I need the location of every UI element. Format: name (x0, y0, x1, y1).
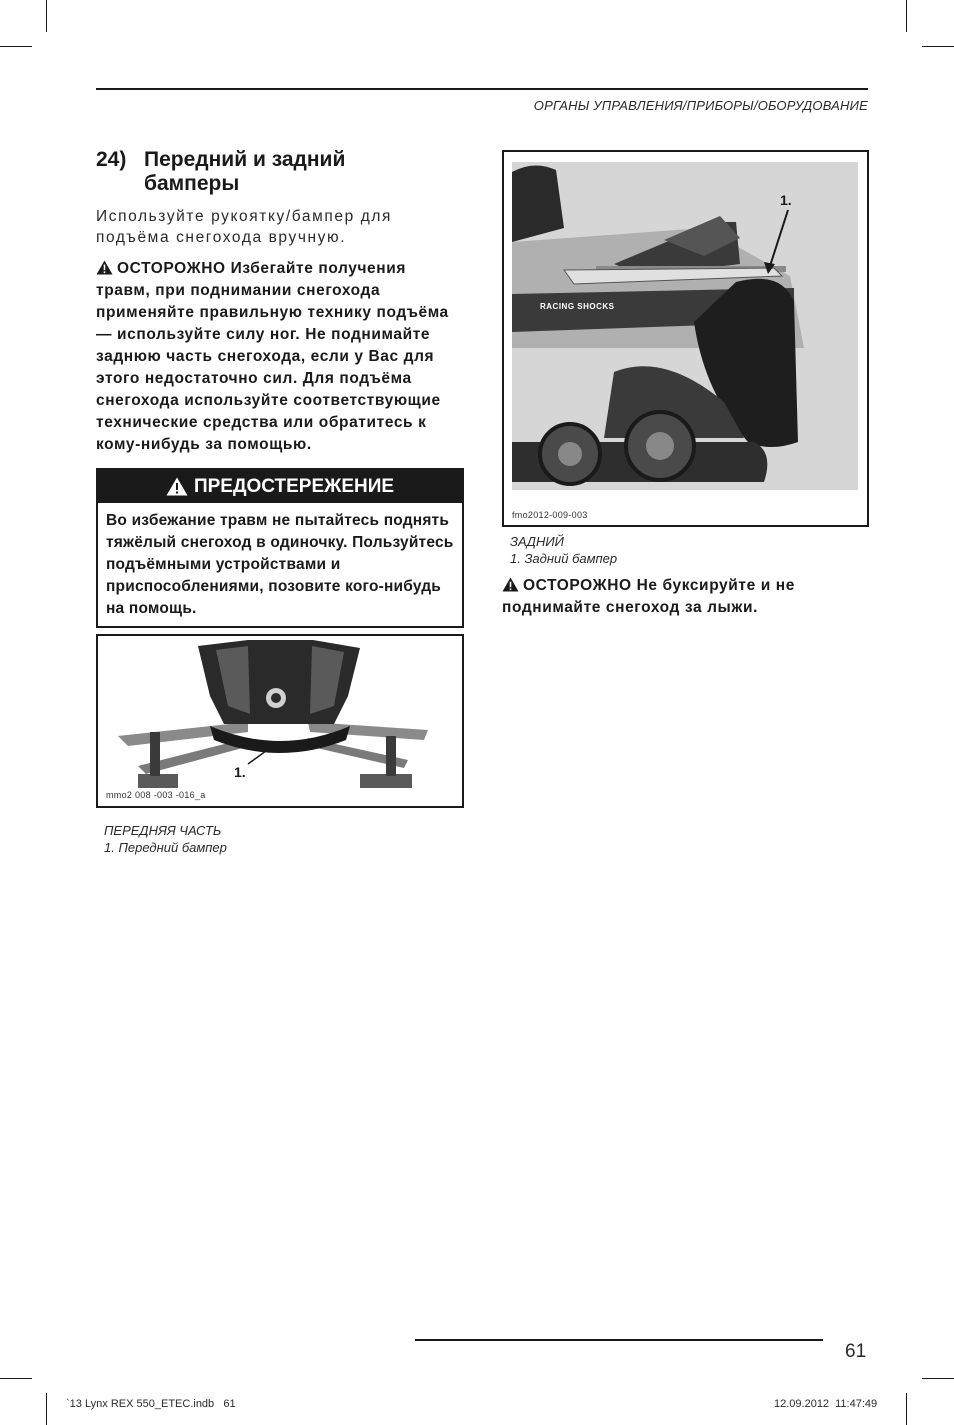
front-callout-label: 1. (234, 764, 246, 780)
front-figure-code: mmo2 008 -003 -016_a (106, 790, 206, 800)
running-head: ОРГАНЫ УПРАВЛЕНИЯ/ПРИБОРЫ/ОБОРУДОВАНИЕ (533, 98, 868, 113)
section-number: 24) (96, 148, 127, 171)
crop-mark (906, 0, 907, 32)
crop-mark (46, 0, 47, 32)
slug-file: `13 Lynx REX 550_ETEC.indb 61 (66, 1398, 236, 1410)
warning-body: Во избежание травм не пытайтесь поднять тяжёлый снегоход в одиночку. Пользуйтесь подъёмными устройствами и приспособлениями, позовите кого-нибудь на помощь. (106, 512, 454, 617)
caution-paragraph (96, 258, 464, 456)
warning-triangle-icon (502, 577, 519, 592)
front-bumper-figure (96, 634, 464, 808)
caution-paragraph-2 (502, 575, 869, 619)
caution-text-2: Не буксируйте и не поднимайте снегоход за лыжи. (502, 577, 795, 616)
section-title-line1: Передний и задний (144, 148, 346, 171)
crop-mark (0, 46, 32, 47)
warning-box (96, 468, 464, 628)
rear-figure-code: fmo2012-009-003 (512, 510, 588, 520)
rear-caption-item: 1. Задний бампер (510, 551, 618, 566)
crop-mark (46, 1393, 47, 1425)
rear-bumper-figure (502, 150, 869, 527)
page-number: 61 (845, 1341, 867, 1362)
front-caption-item: 1. Передний бампер (104, 840, 227, 855)
crop-mark (0, 1378, 32, 1379)
rear-bumper-photo (504, 152, 867, 521)
warning-title: ПРЕДОСТЕРЕЖЕНИЕ (193, 475, 395, 497)
caution-label-2: ОСТОРОЖНО (523, 577, 632, 594)
crop-mark (906, 1393, 907, 1425)
header-rule (96, 88, 868, 90)
slug-time: 11:47:49 (835, 1398, 878, 1410)
crop-mark (922, 46, 954, 47)
rear-callout-label: 1. (780, 192, 792, 208)
warning-triangle-icon (166, 477, 188, 496)
section-title-line2: бамперы (144, 172, 240, 195)
section-title (96, 148, 464, 196)
warning-header (98, 470, 462, 503)
caution-label: ОСТОРОЖНО (117, 260, 226, 277)
footer-rule (415, 1339, 823, 1341)
left-column (96, 148, 464, 856)
right-column (502, 150, 869, 619)
rear-shock-label: RACING SHOCKS (540, 302, 615, 311)
crop-mark (922, 1378, 954, 1379)
rear-caption-title: ЗАДНИЙ (510, 534, 564, 549)
intro-text: Используйте рукоятку/бампер для подъёма снегохода вручную. (96, 208, 392, 246)
slug-date: 12.09.2012 (774, 1398, 830, 1410)
front-caption-title: ПЕРЕДНЯЯ ЧАСТЬ (104, 823, 222, 838)
caution-text: Избегайте получения травм, при поднимании снегохода применяйте правильную технику подъёма — используйте силу ног. Не поднимайте заднюю часть снегохода, если у Вас для этого недостаточно сил. Для подъёма снегохода используйте соответствующие технические средства или обратитесь к кому-нибудь за помощью. (96, 260, 449, 453)
warning-triangle-icon (96, 260, 113, 275)
slug-datetime (774, 1398, 877, 1410)
front-bumper-photo (98, 636, 462, 802)
